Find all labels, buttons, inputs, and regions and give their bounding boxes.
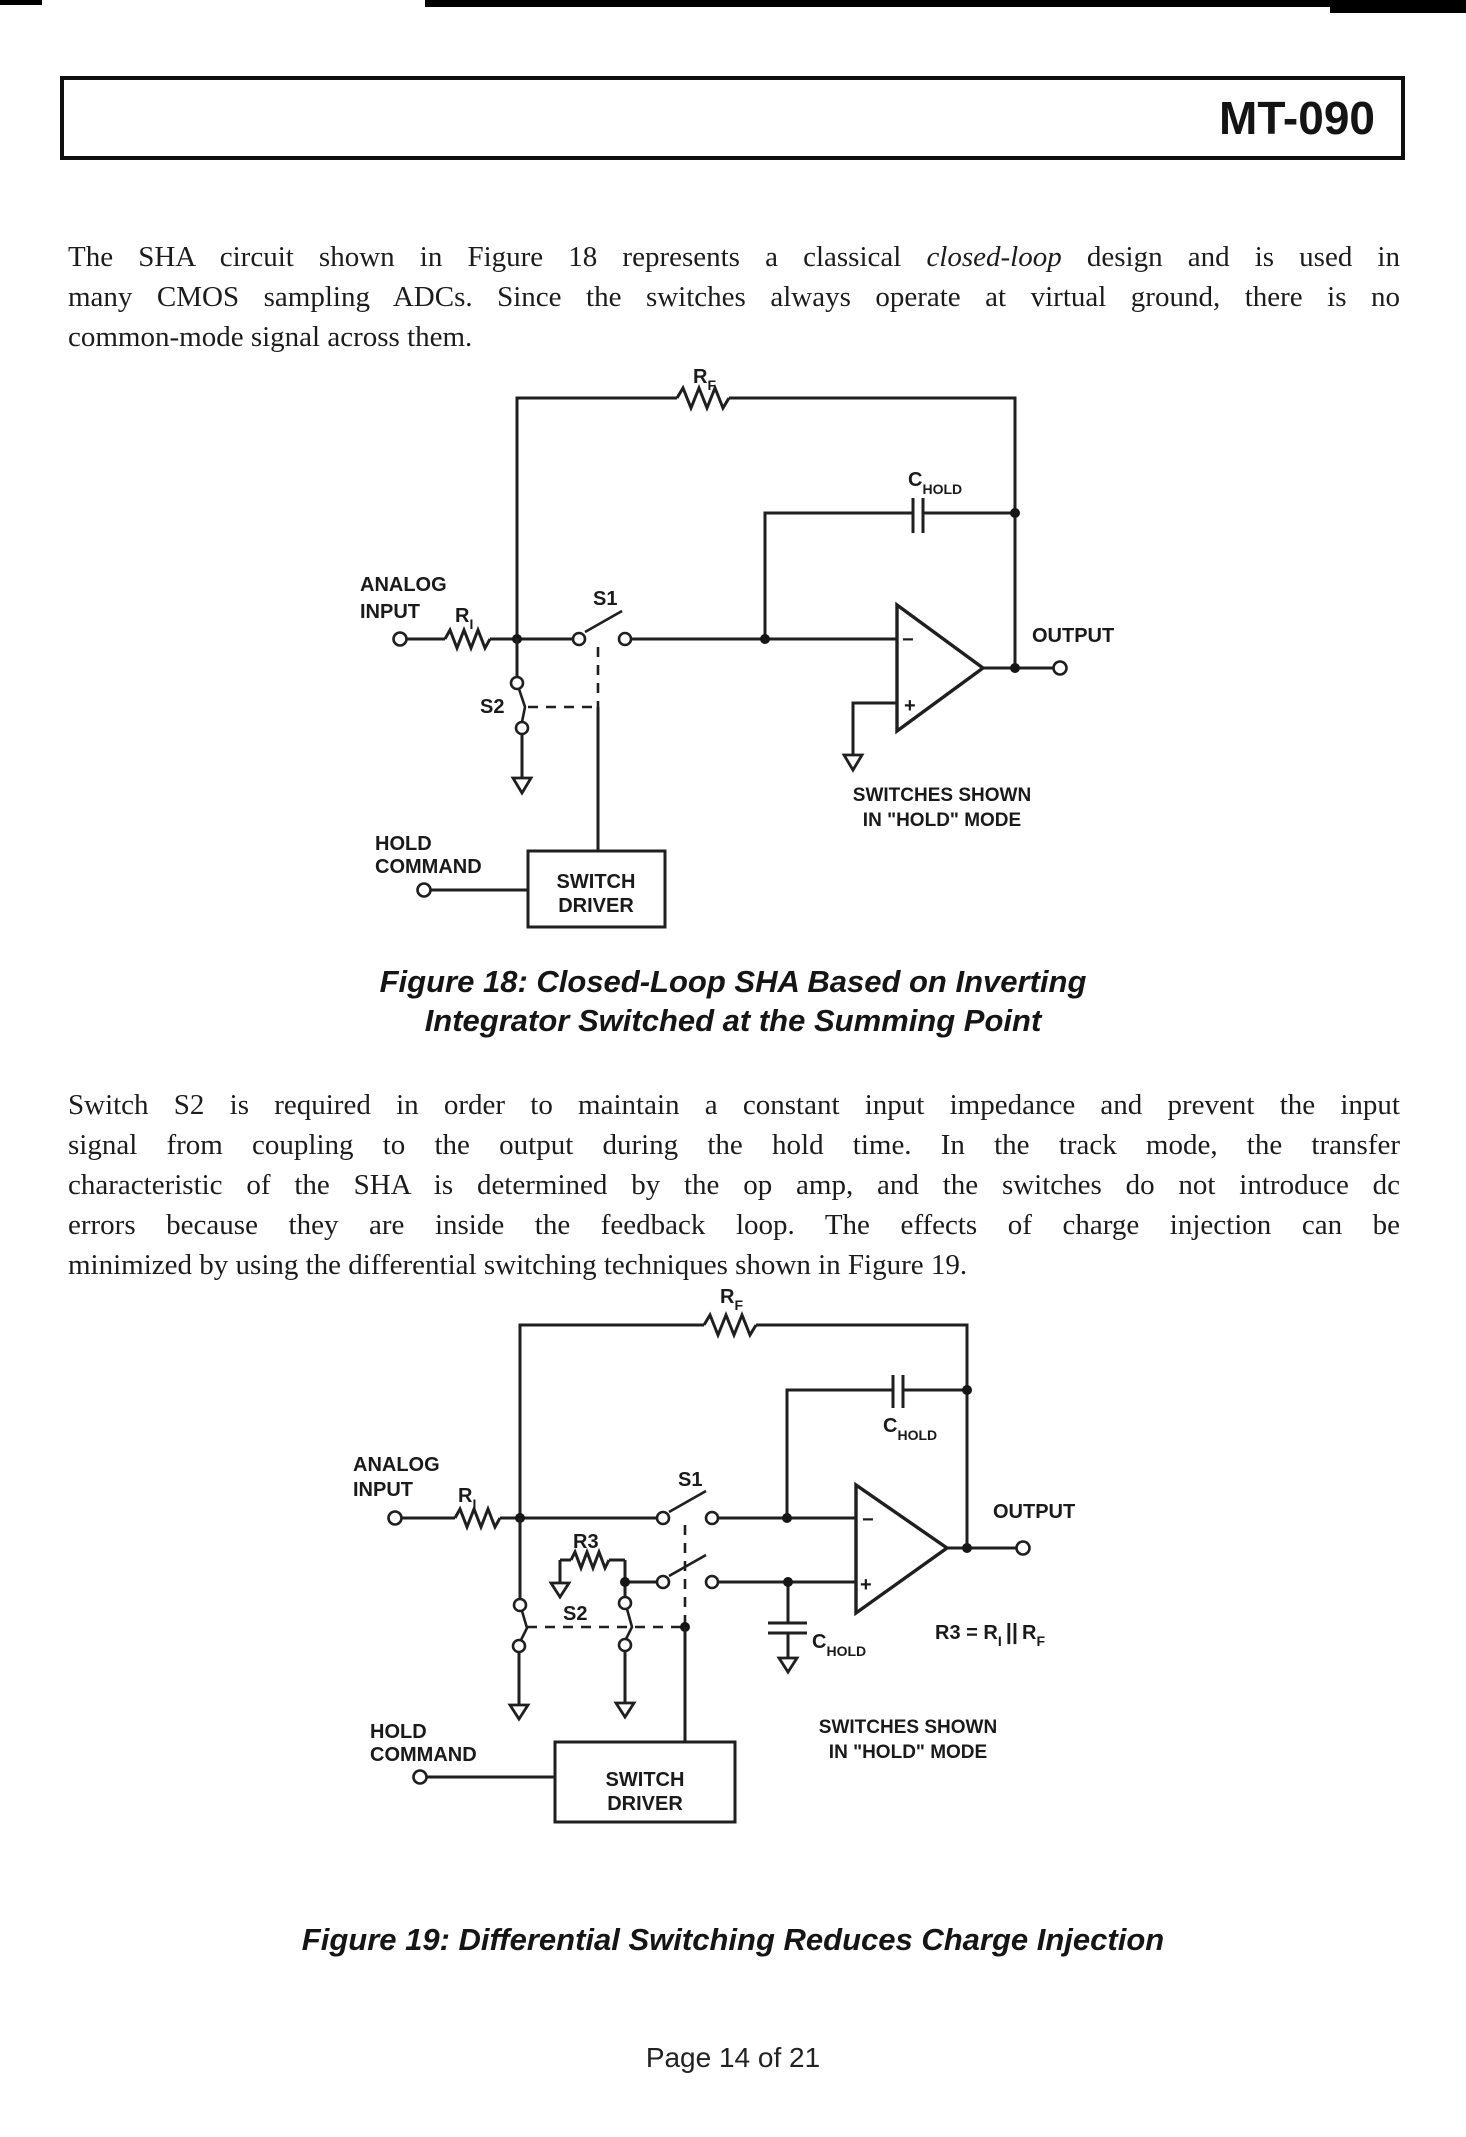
junction-dot	[760, 634, 770, 644]
paragraph-line: many CMOS sampling ADCs. Since the switches always operate at virtual ground, there is no	[68, 281, 1400, 313]
junction-dot	[620, 1577, 630, 1587]
text-run-italic: closed-loop	[926, 241, 1062, 273]
paragraph-line: Switch S2 is required in order to maintain a constant input impedance and prevent the input	[68, 1089, 1400, 1121]
r3-label: R3	[573, 1531, 599, 1553]
paragraph-2	[68, 1085, 1400, 1285]
s1-lower-contact-left	[657, 1576, 669, 1588]
resistor-rf	[677, 388, 729, 408]
capacitor-chold	[913, 498, 923, 533]
r3-formula: $R3 = R_I$ || $R_F$	[935, 1619, 1046, 1649]
output-label: OUTPUT	[1032, 625, 1115, 647]
feedback-wire-right	[729, 398, 1015, 668]
s1-blade	[585, 611, 622, 632]
hold-label: HOLD	[370, 1721, 427, 1743]
capacitor-chold	[893, 1375, 903, 1408]
s2-contact-bottom	[516, 722, 528, 734]
switch-mode-note: IN "HOLD" MODE	[862, 810, 1022, 831]
caption-line: Figure 18: Closed-Loop SHA Based on Inverting	[379, 964, 1087, 999]
resistor-ri	[455, 1509, 500, 1527]
paragraph-line: errors because they are inside the feedback loop. The effects of charge injection can be	[68, 1209, 1400, 1241]
output-terminal	[1017, 1542, 1030, 1555]
resistor-r3	[571, 1552, 609, 1568]
analog-input-terminal	[389, 1512, 402, 1525]
s1-lower-contact-right	[706, 1576, 718, 1588]
s2-label: S2	[480, 696, 505, 718]
s2-left-contact-bottom	[513, 1640, 525, 1652]
output-label: OUTPUT	[993, 1501, 1076, 1523]
figure-18-caption	[60, 962, 1406, 1040]
hold-label: HOLD	[375, 833, 432, 855]
junction-dot	[962, 1543, 972, 1553]
resistor-ri	[445, 630, 490, 648]
opamp-minus-input: −	[862, 1509, 874, 1531]
chold-label: $C_{HOLD}$	[883, 1415, 938, 1443]
chold2-label: $C_{HOLD}$	[812, 1631, 867, 1659]
switch-mode-note: SWITCHES SHOWN	[852, 785, 1032, 806]
ground-icon	[510, 1705, 528, 1719]
switch-mode-note: SWITCHES SHOWN	[818, 1717, 998, 1738]
switch-driver-label: SWITCH	[556, 871, 636, 893]
s1-contact-right	[619, 633, 631, 645]
scan-artifact	[0, 0, 42, 5]
ground-icon	[779, 1658, 797, 1672]
switch-mode-note: IN "HOLD" MODE	[828, 1742, 988, 1763]
opamp-plus-input: +	[860, 1574, 872, 1596]
figure-19-caption	[60, 1920, 1406, 1959]
output-terminal	[1054, 662, 1067, 675]
junction-dot	[783, 1577, 793, 1587]
text-run: design and is used in	[1061, 241, 1400, 273]
junction-dot	[1010, 508, 1020, 518]
s2-right-contact-bottom	[619, 1639, 631, 1651]
s2-blade	[519, 689, 525, 722]
paragraph-line: signal from coupling to the output during the hold time. In the track mode, the transfer	[68, 1129, 1400, 1161]
figure-18-circuit-diagram	[280, 355, 1140, 955]
s2-left-blade	[521, 1611, 527, 1640]
input-label: INPUT	[360, 601, 420, 623]
s2-right-contact-top	[619, 1597, 631, 1609]
s1-contact-left	[573, 633, 585, 645]
text-run: The SHA circuit shown in Figure 18 represents a classical	[68, 241, 927, 273]
command-label: COMMAND	[370, 1744, 477, 1766]
paragraph-line	[68, 237, 1400, 277]
caption-line: Figure 19: Differential Switching Reduces Charge Injection	[301, 1922, 1165, 1957]
ground-icon	[551, 1583, 569, 1597]
junction-dot	[1010, 663, 1020, 673]
junction-dot	[782, 1513, 792, 1523]
rf-label: $R_F$	[720, 1286, 744, 1313]
s1-upper-contact-left	[657, 1512, 669, 1524]
opamp-minus-input: −	[902, 629, 914, 651]
header-box	[60, 76, 1405, 160]
analog-label: ANALOG	[360, 574, 447, 596]
s2-label: S2	[563, 1603, 588, 1625]
document-id: MT-090	[1219, 92, 1375, 144]
switch-driver-label: DRIVER	[607, 1793, 683, 1815]
s2-left-contact-top	[514, 1599, 526, 1611]
s1-label: S1	[678, 1469, 703, 1491]
s1-upper-contact-right	[706, 1512, 718, 1524]
s1-lower-blade	[669, 1555, 706, 1576]
ground-icon	[616, 1703, 634, 1717]
chold-label: $C_{HOLD}$	[908, 469, 963, 497]
switch-driver-label: SWITCH	[605, 1769, 685, 1791]
scan-artifact	[425, 0, 1466, 7]
scan-artifact	[1330, 0, 1466, 13]
paragraph-line: minimized by using the differential switching techniques shown in Figure 19.	[68, 1249, 968, 1281]
resistor-rf	[704, 1315, 756, 1335]
opamp-plus-input: +	[904, 695, 916, 717]
analog-label: ANALOG	[353, 1454, 440, 1476]
paragraph-1	[68, 237, 1400, 357]
figure-19-circuit-diagram	[280, 1275, 1140, 1855]
analog-input-terminal	[394, 633, 407, 646]
rf-label: $R_F$	[693, 366, 717, 393]
s1-upper-blade	[669, 1491, 706, 1512]
junction-dot	[962, 1385, 972, 1395]
switch-driver-label: DRIVER	[558, 895, 634, 917]
plus-input-wire	[853, 703, 897, 755]
hold-command-terminal	[418, 884, 431, 897]
ground-icon	[844, 755, 862, 770]
caption-line: Integrator Switched at the Summing Point	[424, 1003, 1042, 1038]
ri-label: $R_I$	[458, 1485, 477, 1512]
input-label: INPUT	[353, 1479, 413, 1501]
command-label: COMMAND	[375, 856, 482, 878]
paragraph-line: common-mode signal across them.	[68, 321, 473, 353]
capacitor-chold2	[768, 1623, 807, 1633]
ground-icon	[513, 778, 531, 793]
s2-right-blade	[626, 1609, 632, 1639]
s2-contact-top	[511, 677, 523, 689]
page-footer: Page 14 of 21	[645, 2042, 821, 2073]
ri-label: $R_I$	[455, 605, 474, 632]
feedback-wire-left	[520, 1325, 704, 1518]
chold-wire-left	[765, 513, 913, 639]
hold-command-terminal	[414, 1771, 427, 1784]
s1-label: S1	[593, 588, 618, 610]
paragraph-line: characteristic of the SHA is determined by the op amp, and the switches do not introduce dc	[68, 1169, 1400, 1201]
